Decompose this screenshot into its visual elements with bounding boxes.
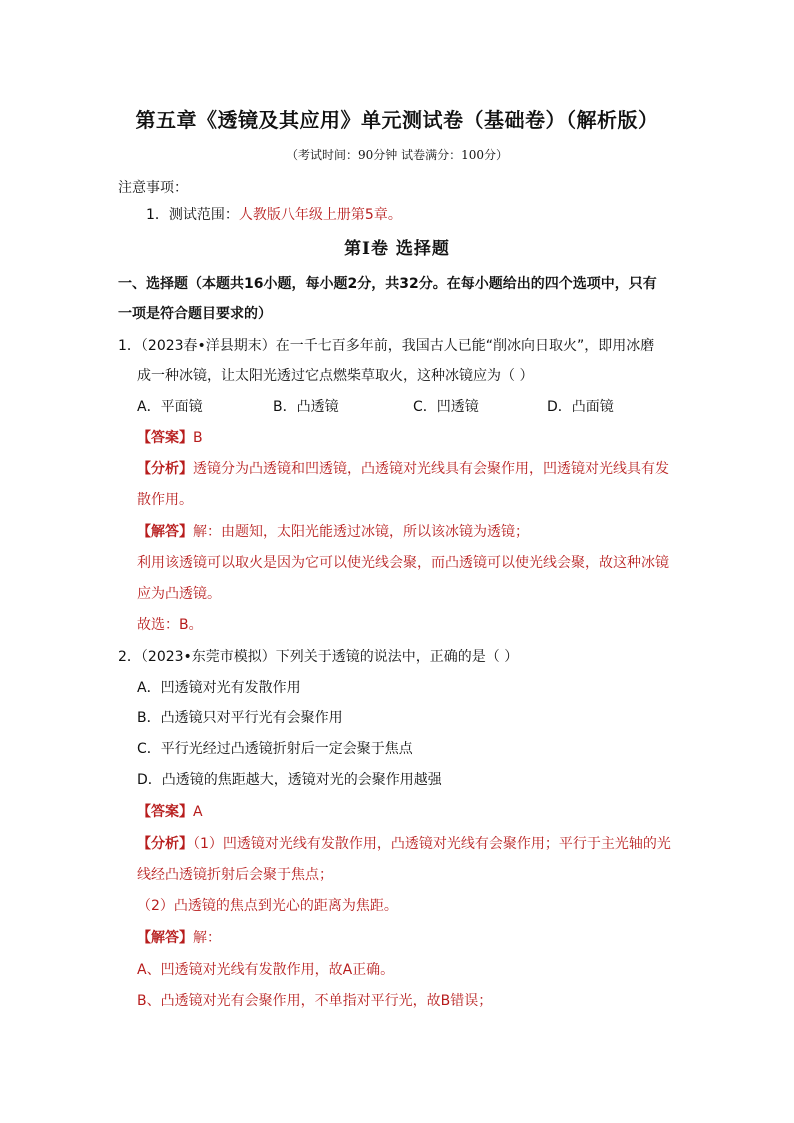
q2-analysis-line1: [137, 834, 671, 854]
q1-analysis-text: 透镜分为凸透镜和凹透镜，凸透镜对光线具有会聚作用，凹透镜对光线具有发: [193, 461, 669, 477]
notice-item: [146, 205, 402, 225]
q1-analysis-line1: [137, 459, 669, 479]
document-title: 第五章《透镜及其应用》单元测试卷（基础卷）（解析版）: [135, 108, 659, 132]
q1-analysis-tag: 【分析】: [137, 461, 193, 477]
section-heading: 第Ⅰ卷 选择题: [344, 239, 450, 259]
q2-analysis-line2: 线经凸透镜折射后会聚于焦点；: [137, 867, 333, 883]
part-intro-line1: 一、选择题（本题共16小题，每小题2分，共32分。在每小题给出的四个选项中，只有: [118, 276, 657, 292]
q2-option-a: A．凹透镜对光有发散作用: [137, 680, 301, 696]
q1-solution-tag: 【解答】: [137, 524, 193, 540]
q1-solution-line1: [137, 522, 529, 542]
q2-answer-value: A: [193, 804, 203, 820]
q1-answer-value: B: [193, 430, 203, 446]
q2-solution-tag: 【解答】: [137, 930, 193, 946]
q1-option-c: C．凹透镜: [413, 399, 479, 415]
part-intro-line2: 一项是符合题目要求的）: [118, 306, 272, 322]
notice-item-prefix: 1．测试范围：: [146, 207, 239, 223]
q1-answer: [137, 428, 203, 448]
q2-analysis-text: （1）凹透镜对光线有发散作用，凸透镜对光线有会聚作用；平行于主光轴的光: [193, 836, 671, 852]
notice-item-text: 人教版八年级上册第5章。: [238, 207, 402, 223]
q1-answer-tag: 【答案】: [137, 430, 193, 446]
q1-solution-line2: 利用该透镜可以取火是因为它可以使光线会聚，而凸透镜可以使光线会聚，故这种冰镜: [137, 555, 669, 571]
q2-solution-line1: [137, 928, 221, 948]
q2-analysis-tag: 【分析】: [137, 836, 193, 852]
q2-solution-a: A、凹透镜对光线有发散作用，故A正确。: [137, 962, 395, 978]
q1-option-a: A．平面镜: [137, 399, 203, 415]
q2-answer: [137, 802, 203, 822]
q1-options: [137, 397, 614, 417]
q1-final: 故选：B。: [137, 617, 203, 633]
q1-option-b: B．凸透镜: [273, 399, 339, 415]
q2-analysis-line3: （2）凸透镜的焦点到光心的距离为焦距。: [137, 898, 398, 914]
q2-answer-tag: 【答案】: [137, 804, 193, 820]
q2-solution-text: 解：: [193, 930, 221, 946]
q2-option-c: C．平行光经过凸透镜折射后一定会聚于焦点: [137, 741, 413, 757]
q1-solution-text: 解：由题知，太阳光能透过冰镜，所以该冰镜为透镜；: [193, 524, 529, 540]
notice-label: 注意事项：: [118, 180, 188, 196]
exam-info: （考试时间：90分钟 试卷满分：100分）: [286, 148, 508, 162]
q2-solution-b: B、凸透镜对光有会聚作用，不单指对平行光，故B错误；: [137, 993, 493, 1009]
q1-stem-line1: 1．（2023春•洋县期末）在一千七百多年前，我国古人已能“削冰向日取火”，即用冰磨: [118, 338, 655, 354]
q1-stem-line2: 成一种冰镜，让太阳光透过它点燃柴草取火，这种冰镜应为（ ）: [137, 368, 534, 384]
q1-solution-line3: 应为凸透镜。: [137, 586, 221, 602]
q2-stem: 2．（2023•东莞市模拟）下列关于透镜的说法中，正确的是（ ）: [118, 649, 519, 665]
q1-analysis-line2: 散作用。: [137, 492, 193, 508]
q2-option-d: D．凸透镜的焦距越大，透镜对光的会聚作用越强: [137, 772, 442, 788]
q1-option-d: D．凸面镜: [547, 399, 614, 415]
q2-option-b: B．凸透镜只对平行光有会聚作用: [137, 710, 343, 726]
